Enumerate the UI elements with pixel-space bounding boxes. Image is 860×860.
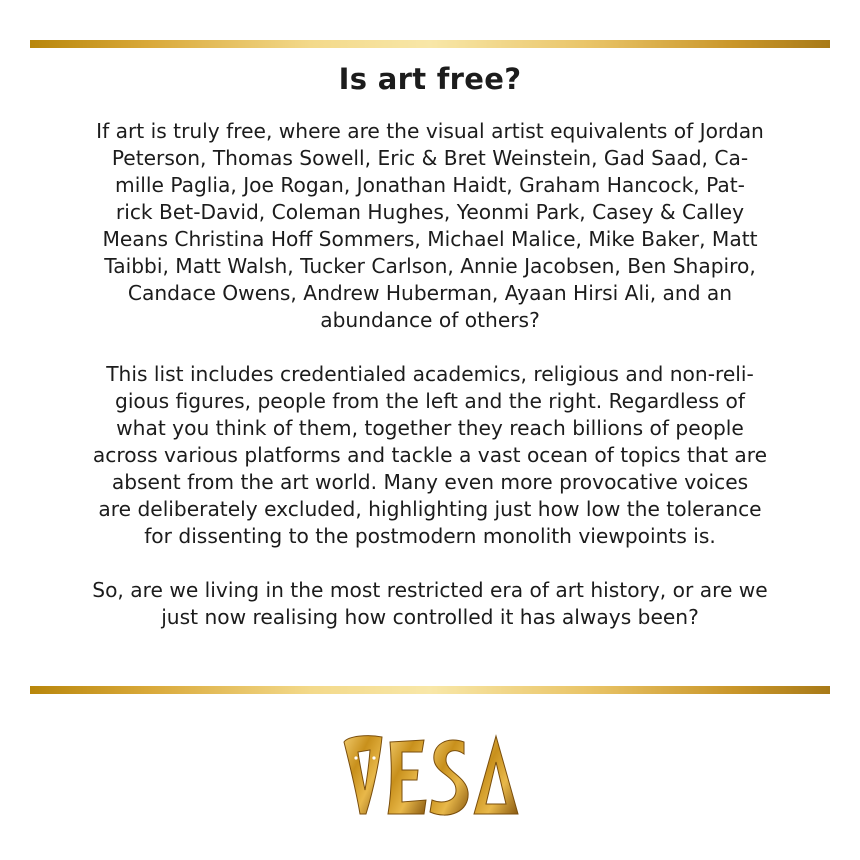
text-line: So, are we living in the most restricted era of art history, or are we xyxy=(92,578,768,602)
text-line: gious figures, people from the left and the right. Regardless of xyxy=(115,389,745,413)
text-line: Peterson, Thomas Sowell, Eric & Bret Weinstein, Gad Saad, Ca- xyxy=(111,146,749,170)
paragraph-2 xyxy=(66,361,794,550)
page-title: Is art free? xyxy=(338,62,522,96)
text-line: Taibbi, Matt Walsh, Tucker Carlson, Annie Jacobsen, Ben Shapiro, xyxy=(104,254,756,278)
text-line: what you think of them, together they reach billions of people xyxy=(116,416,744,440)
text-line: This list includes credentialed academics, religious and non-reli- xyxy=(106,362,754,386)
text-line: If art is truly free, where are the visual artist equivalents of Jordan xyxy=(96,119,764,143)
paragraph-3 xyxy=(66,577,794,631)
text-line: rick Bet-David, Coleman Hughes, Yeonmi Park, Casey & Calley xyxy=(115,200,745,224)
text-line: Means Christina Hoff Sommers, Michael Malice, Mike Baker, Matt xyxy=(102,227,758,251)
text-line: across various platforms and tackle a vast ocean of topics that are xyxy=(92,443,768,467)
text-line: absent from the art world. Many even more provocative voices xyxy=(111,470,749,494)
bottom-gold-divider xyxy=(30,686,830,694)
text-line: Candace Owens, Andrew Huberman, Ayaan Hirsi Ali, and an xyxy=(127,281,733,305)
top-gold-divider xyxy=(30,40,830,48)
text-line: for dissenting to the postmodern monolith viewpoints is. xyxy=(144,524,716,548)
vesa-logo xyxy=(338,728,522,824)
text-line: just now realising how controlled it has always been? xyxy=(161,605,699,629)
text-line: are deliberately excluded, highlighting just how low the tolerance xyxy=(98,497,762,521)
text-line: mille Paglia, Joe Rogan, Jonathan Haidt, Graham Hancock, Pat- xyxy=(115,173,745,197)
article-body xyxy=(66,118,794,658)
paragraph-1 xyxy=(66,118,794,334)
text-line: abundance of others? xyxy=(320,308,540,332)
